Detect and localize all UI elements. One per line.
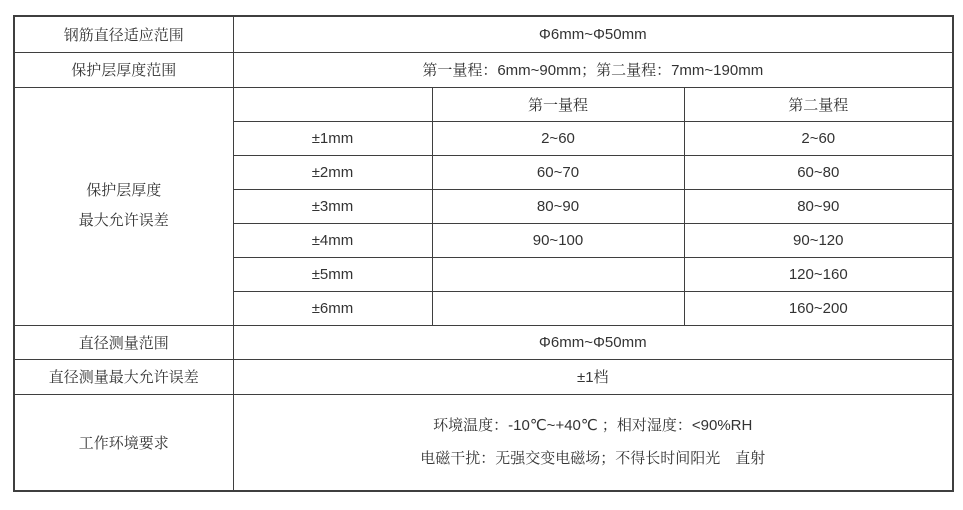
error-range1 [432, 291, 684, 325]
cover-error-label-line1: 保护层厚度 [86, 182, 162, 199]
error-value: ±2mm [233, 155, 432, 189]
rebar-diameter-label: 钢筋直径适应范围 [14, 16, 233, 52]
error-range2: 60~80 [684, 155, 953, 189]
error-range2: 160~200 [684, 291, 953, 325]
diameter-range-value: Φ6mm~Φ50mm [233, 325, 953, 359]
rebar-diameter-value: Φ6mm~Φ50mm [233, 16, 953, 52]
error-range2: 120~160 [684, 257, 953, 291]
cover-error-header-range2: 第二量程 [684, 87, 953, 121]
spec-table [13, 15, 954, 492]
error-value: ±3mm [233, 189, 432, 223]
error-range1: 2~60 [432, 121, 684, 155]
error-value: ±6mm [233, 291, 432, 325]
cover-range-label: 保护层厚度范围 [14, 52, 233, 87]
cover-error-header-range1: 第一量程 [432, 87, 684, 121]
diameter-error-row [14, 359, 953, 394]
error-value: ±1mm [233, 121, 432, 155]
cover-error-header-row [14, 87, 953, 121]
environment-line1: 环境温度：-10℃~+40℃ ；相对湿度：<90%RH [433, 417, 753, 435]
environment-row [14, 394, 953, 491]
error-range1: 60~70 [432, 155, 684, 189]
error-range1: 80~90 [432, 189, 684, 223]
diameter-error-label: 直径测量最大允许误差 [14, 359, 233, 394]
cover-error-label-line2: 最大允许误差 [78, 212, 169, 229]
cover-error-header-empty [233, 87, 432, 121]
error-value: ±5mm [233, 257, 432, 291]
rebar-diameter-row [14, 16, 953, 52]
diameter-range-row [14, 325, 953, 359]
error-range2: 80~90 [684, 189, 953, 223]
error-range1 [432, 257, 684, 291]
error-range2: 90~120 [684, 223, 953, 257]
error-range1: 90~100 [432, 223, 684, 257]
environment-value [233, 394, 953, 491]
environment-line2: 电磁干扰：无强交变电磁场；不得长时间阳光 直射 [420, 450, 766, 468]
diameter-range-label: 直径测量范围 [14, 325, 233, 359]
error-range2: 2~60 [684, 121, 953, 155]
cover-error-label [14, 87, 233, 325]
diameter-error-value: ±1档 [233, 359, 953, 394]
cover-range-value: 第一量程：6mm~90mm；第二量程：7mm~190mm [233, 52, 953, 87]
cover-thickness-range-row [14, 52, 953, 87]
error-value: ±4mm [233, 223, 432, 257]
environment-label: 工作环境要求 [14, 394, 233, 491]
